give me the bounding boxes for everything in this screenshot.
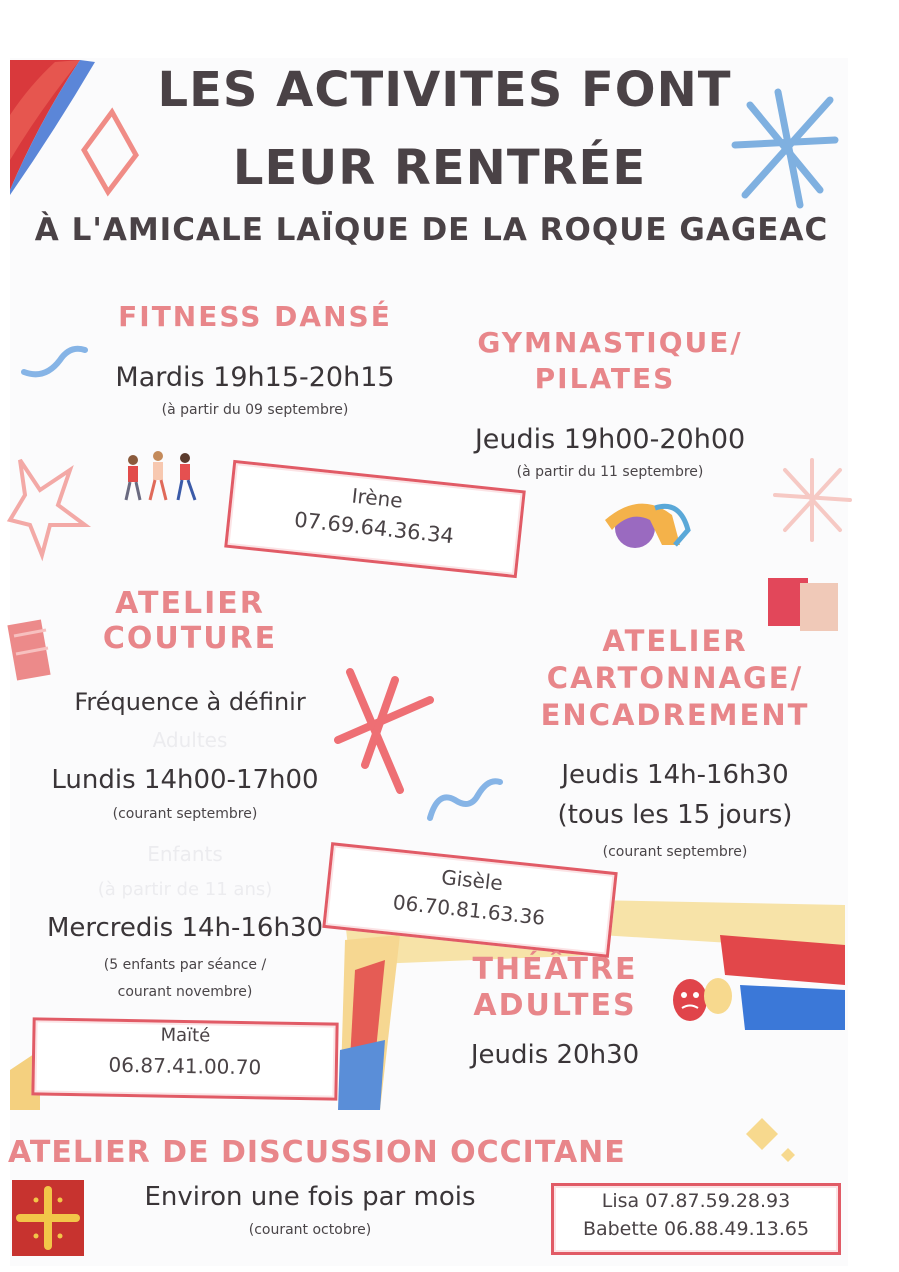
contact-irene-phone: 07.69.64.36.34 — [293, 507, 456, 549]
cartonnage-heading-line3: ENCADREMENT — [540, 698, 810, 732]
couture-adults-schedule: Lundis 14h00-17h00 — [51, 765, 319, 795]
gym-heading-line2: PILATES — [534, 362, 676, 395]
main-title-line1: LES ACTIVITES FONT — [157, 62, 732, 118]
couture-children-age: (à partir de 11 ans) — [97, 879, 273, 900]
cartonnage-schedule-line2: (tous les 15 jours) — [557, 800, 793, 830]
cartonnage-note: (courant septembre) — [602, 844, 748, 860]
contact-maite-name: Maïté — [160, 1024, 211, 1047]
couture-children-note-line2: courant novembre) — [117, 984, 253, 1000]
contact-box-occitane — [551, 1183, 841, 1255]
gym-note: (à partir du 11 septembre) — [516, 464, 704, 480]
fitness-note: (à partir du 09 septembre) — [161, 402, 349, 418]
contact-box-maite — [31, 1017, 338, 1100]
pink-star-outline-icon — [10, 460, 85, 555]
gym-heading-line1: GYMNASTIQUE/ — [477, 326, 743, 359]
ribbon-spool-icon — [7, 619, 50, 680]
contact-lisa: Lisa 07.87.59.28.93 — [601, 1190, 791, 1212]
yellow-diamond-icon — [746, 1118, 778, 1150]
fitness-schedule: Mardis 19h15-20h15 — [115, 362, 395, 393]
occitane-schedule: Environ une fois par mois — [144, 1182, 476, 1212]
occitan-cross-icon — [12, 1180, 84, 1256]
dancers-icon — [126, 451, 195, 500]
main-title-line3: À L'AMICALE LAÏQUE DE LA ROQUE GAGEAC — [34, 212, 829, 248]
contact-gisele-name: Gisèle — [440, 864, 504, 896]
yellow-diamond-small-icon — [781, 1148, 795, 1162]
gym-schedule: Jeudis 19h00-20h00 — [474, 424, 746, 455]
couture-heading-line2: COUTURE — [102, 621, 278, 656]
couture-adults-label: Adultes — [152, 728, 228, 752]
couture-heading-line1: ATELIER — [115, 586, 265, 621]
occitane-note: (courant octobre) — [248, 1222, 372, 1238]
cartonnage-heading-line1: ATELIER — [602, 624, 748, 658]
theatre-heading-line1: THÉÂTRE — [472, 952, 638, 987]
contact-maite-phone: 06.87.41.00.70 — [108, 1052, 262, 1080]
couture-children-note-line1: (5 enfants par séance / — [103, 957, 267, 973]
couture-children-label: Enfants — [147, 842, 223, 866]
theatre-schedule: Jeudis 20h30 — [470, 1040, 640, 1070]
cartonnage-heading-line2: CARTONNAGE/ — [546, 661, 804, 695]
theater-masks-icon — [673, 978, 732, 1021]
contact-irene-name: Irène — [350, 483, 404, 513]
blue-squiggle-icon — [24, 349, 85, 375]
tan-square-icon — [800, 583, 838, 631]
contact-babette: Babette 06.88.49.13.65 — [582, 1218, 810, 1240]
main-title-line2: LEUR RENTRÉE — [232, 140, 647, 196]
fitness-heading: FITNESS DANSÉ — [118, 300, 392, 333]
contact-gisele-phone: 06.70.81.63.36 — [391, 890, 547, 930]
pilates-ball-icon — [605, 504, 688, 548]
theatre-heading-line2: ADULTES — [473, 988, 637, 1023]
occitane-heading: ATELIER DE DISCUSSION OCCITANE — [8, 1135, 626, 1170]
blue-wave-icon — [430, 781, 500, 818]
cartonnage-schedule-line1: Jeudis 14h-16h30 — [561, 760, 789, 790]
couture-adults-note: (courant septembre) — [112, 806, 258, 822]
couture-children-schedule: Mercredis 14h-16h30 — [46, 913, 324, 943]
couture-frequency: Fréquence à définir — [74, 688, 306, 716]
